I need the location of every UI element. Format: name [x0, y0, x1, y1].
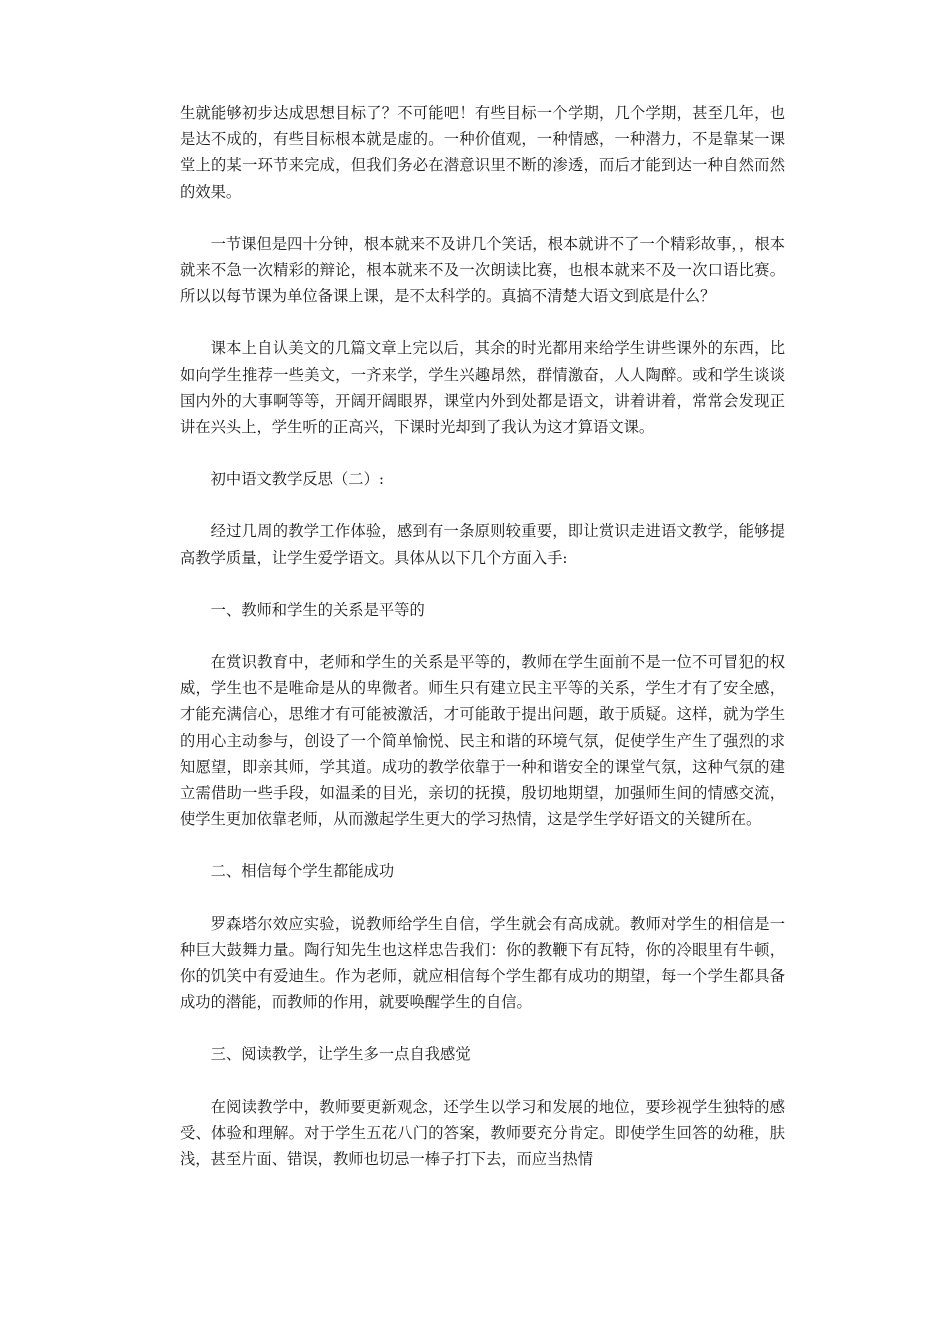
section-heading: 一、教师和学生的关系是平等的	[210, 600, 425, 619]
section-title: 初中语文教学反思（二）:	[210, 470, 385, 489]
paragraph: 生就能够初步达成思想目标了？不可能吧！有些目标一个学期，几个学期，甚至几年，也是达不成的，有些目标根本就是虚的。一种价值观，一种情感，一种潜力，不是靠某一课堂上的某一环节来完成，但我们务必在潜意识里不断的渗透，而后才能到达一种自然而然的效果。	[180, 104, 785, 201]
paragraph: 在赏识教育中，老师和学生的关系是平等的，教师在学生面前不是一位不可冒犯的权威，学生也不是唯命是从的卑微者。师生只有建立民主平等的关系，学生才有了安全感，才能充满信心，思维才有可能被激活，才可能敢于提出问题，敢于质疑。这样，就为学生的用心主动参与，创设了一个简单愉悦、民主和谐的环境气氛，促使学生产生了强烈的求知愿望，即亲其师，学其道。成功的教学依靠于一种和谐安全的课堂气氛，这种气氛的建立需借助一些手段，如温柔的目光，亲切的抚摸，殷切地期望，加强师生间的情感交流，使学生更加依靠老师，从而激起学生更大的学习热情，这是学生学好语文的关键所在。	[180, 653, 785, 829]
paragraph: 在阅读教学中，教师要更新观念，还学生以学习和发展的地位，要珍视学生独特的感受、体验和理解。对于学生五花八门的答案，教师要充分肯定。即使学生回答的幼稚，肤浅，甚至片面、错误，教师也切忌一棒子打下去，而应当热情	[180, 1097, 785, 1169]
paragraph: 经过几周的教学工作体验，感到有一条原则较重要，即让赏识走进语文教学，能够提高教学质量，让学生爱学语文。具体从以下几个方面入手:	[180, 522, 785, 567]
paragraph: 罗森塔尔效应实验，说教师给学生自信，学生就会有高成就。教师对学生的相信是一种巨大鼓舞力量。陶行知先生也这样忠告我们：你的教鞭下有瓦特，你的冷眼里有牛顿，你的饥笑中有爱迪生。作为老师，就应相信每个学生都有成功的期望，每一个学生都具备成功的潜能，而教师的作用，就要唤醒学生的自信。	[180, 914, 785, 1012]
paragraph: 一节课但是四十分钟，根本就来不及讲几个笑话，根本就讲不了一个精彩故事，，根本就来不急一次精彩的辩论，根本就来不及一次朗读比赛，也根本就来不及一次口语比赛。所以以每节课为单位备课上课，是不太科学的。真搞不清楚大语文到底是什么？	[180, 234, 785, 306]
section-heading: 二、相信每个学生都能成功	[210, 862, 395, 881]
document-body	[180, 100, 785, 1198]
section-heading: 三、阅读教学，让学生多一点自我感觉	[210, 1045, 471, 1064]
paragraph: 课本上自认美文的几篇文章上完以后，其余的时光都用来给学生讲些课外的东西，比如向学生推荐一些美文，一齐来学，学生兴趣昂然，群情激奋，人人陶醉。或和学生谈谈国内外的大事啊等等，开阔开阔眼界，课堂内外到处都是语文，讲着讲着，常常会发现正讲在兴头上，学生听的正高兴，下课时光却到了我认为这才算语文课。	[180, 339, 785, 437]
